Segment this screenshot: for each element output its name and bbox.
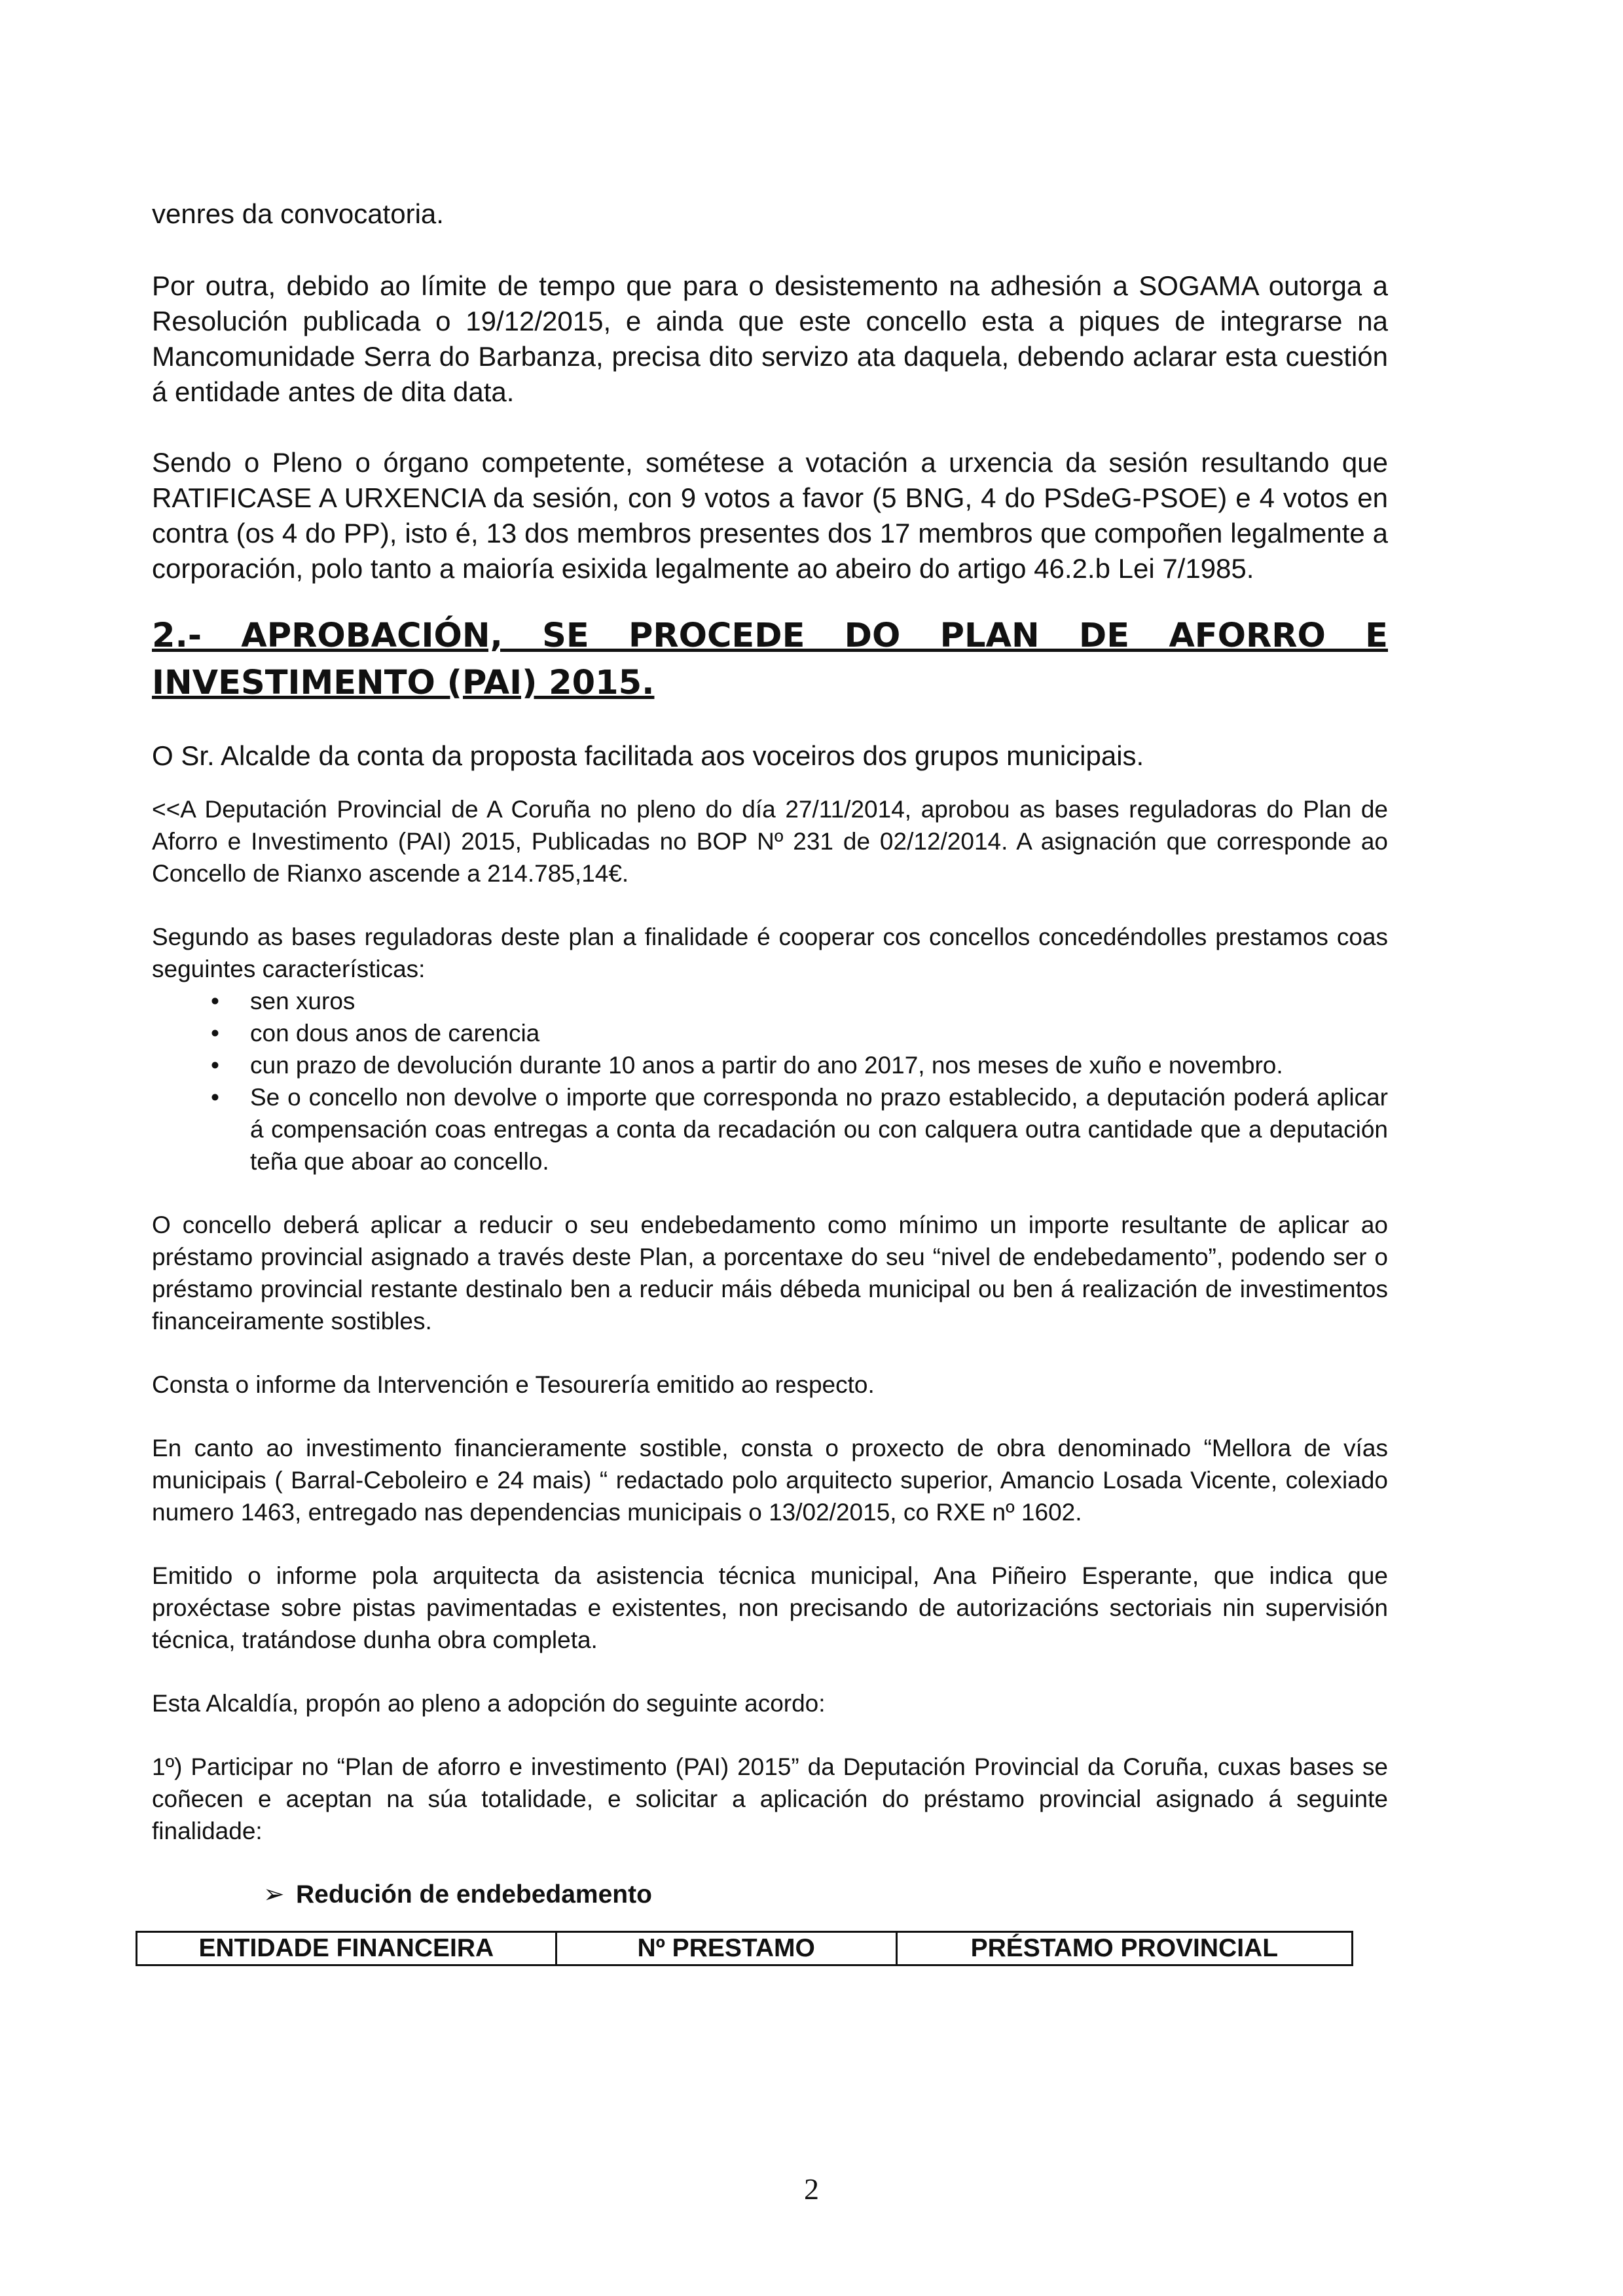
sub-heading: ➢ Redución de endebedamento: [152, 1878, 1388, 1911]
paragraph-alcalde: O Sr. Alcalde da conta da proposta facilitada aos voceiros dos grupos municipais.: [152, 740, 1144, 771]
characteristics-list: [152, 985, 1388, 1177]
list-item: • con dous anos de carencia: [152, 1017, 1388, 1049]
bullet-icon: •: [211, 1020, 219, 1047]
paragraph-arquitecta: Emitido o informe pola arquitecta da asistencia técnica municipal, Ana Piñeiro Esperante, que indica que proxéctase sobre pistas pavimentadas e existentes, non precisando de autorizacións sectoriais nin supervisión técnica, tratándose dunha obra completa.: [152, 1562, 1388, 1653]
paragraph-participar: 1º) Participar no “Plan de aforro e investimento (PAI) 2015” da Deputación Provincial da Coruña, cuxas bases se coñecen e aceptan na súa totalidade, e solicitar a aplicación do préstamo provincial asignado á seguinte finalidade:: [152, 1753, 1388, 1844]
bullet-icon: •: [211, 1052, 219, 1079]
paragraph-deputacion: <<A Deputación Provincial de A Coruña no pleno do día 27/11/2014, aprobou as bases reguladoras do Plan de Aforro e Investimento (PAI) 2015, Publicadas no BOP Nº 231 de 02/12/2014. A asignación que corresponde ao Concello de Rianxo ascende a 214.785,14€.: [152, 796, 1388, 887]
list-item: • cun prazo de devolución durante 10 anos a partir do ano 2017, nos meses de xuño e novembro.: [152, 1049, 1388, 1081]
paragraph-alcaldia: Esta Alcaldía, propón ao pleno a adopción do seguinte acordo:: [152, 1690, 826, 1717]
section-heading: 2.- APROBACIÓN, SE PROCEDE DO PLAN DE AFORRO E INVESTIMENTO (PAI) 2015.: [152, 617, 1388, 702]
list-item: • Se o concello non devolve o importe que corresponda no prazo establecido, a deputación poderá aplicar á compensación coas entregas a conta da recadación ou con calquera outra cantidade que a deputación teña que aboar ao concello.: [152, 1081, 1388, 1177]
table-header-provincial: PRÉSTAMO PROVINCIAL: [896, 1932, 1352, 1965]
paragraph-proxecto: En canto ao investimento financieramente sostible, consta o proxecto de obra denominado “Mellora de vías municipais ( Barral-Ceboleiro e 24 mais) “ redactado polo arquitecto superior, Amancio Losada Vicente, colexiado numero 1463, entregado nas dependencias municipais o 13/02/2015, co RXE nº 1602.: [152, 1435, 1388, 1526]
table-header-entidade: ENTIDADE FINANCEIRA: [137, 1932, 556, 1965]
paragraph-endebedamento: O concello deberá aplicar a reducir o seu endebedamento como mínimo un importe resultante de aplicar ao préstamo provincial asignado a través deste Plan, a porcentaxe do seu “nivel de endebedamento”, podendo ser o préstamo provincial restante destinalo ben a reducir máis débeda municipal ou ben á realización de investimentos financeiramente sostibles.: [152, 1211, 1388, 1335]
paragraph-informe: Consta o informe da Intervención e Tesourería emitido ao respecto.: [152, 1371, 875, 1398]
document-page: [152, 196, 1388, 1966]
debt-table: [136, 1931, 1353, 1966]
list-item: • sen xuros: [152, 985, 1388, 1017]
paragraph-convocatoria: venres da convocatoria.: [152, 198, 444, 229]
table-header-prestamo: Nº PRESTAMO: [556, 1932, 896, 1965]
bullet-icon: •: [211, 1084, 219, 1111]
page-number: 2: [804, 2172, 819, 2206]
arrow-icon: ➢: [263, 1880, 285, 1909]
bullet-icon: •: [211, 988, 219, 1014]
table-header-row: [137, 1932, 1353, 1965]
paragraph-urxencia: Sendo o Pleno o órgano competente, sométese a votación a urxencia da sesión resultando que RATIFICASE A URXENCIA da sesión, con 9 votos a favor (5 BNG, 4 do PSdeG-PSOE) e 4 votos en contra (os 4 do PP), isto é, 13 dos membros presentes dos 17 membros que compoñen legalmente a corporación, polo tanto a maioría esixida legalmente ao abeiro do artigo 46.2.b Lei 7/1985.: [152, 447, 1388, 584]
paragraph-bases: Segundo as bases reguladoras deste plan a finalidade é cooperar cos concellos concedéndolles prestamos coas seguintes características:: [152, 924, 1388, 982]
paragraph-sogama: Por outra, debido ao límite de tempo que para o desistemento na adhesión a SOGAMA outorga a Resolución publicada o 19/12/2015, e ainda que este concello esta a piques de integrarse na Mancomunidade Serra do Barbanza, precisa dito servizo ata daquela, debendo aclarar esta cuestión á entidade antes de dita data.: [152, 270, 1388, 407]
